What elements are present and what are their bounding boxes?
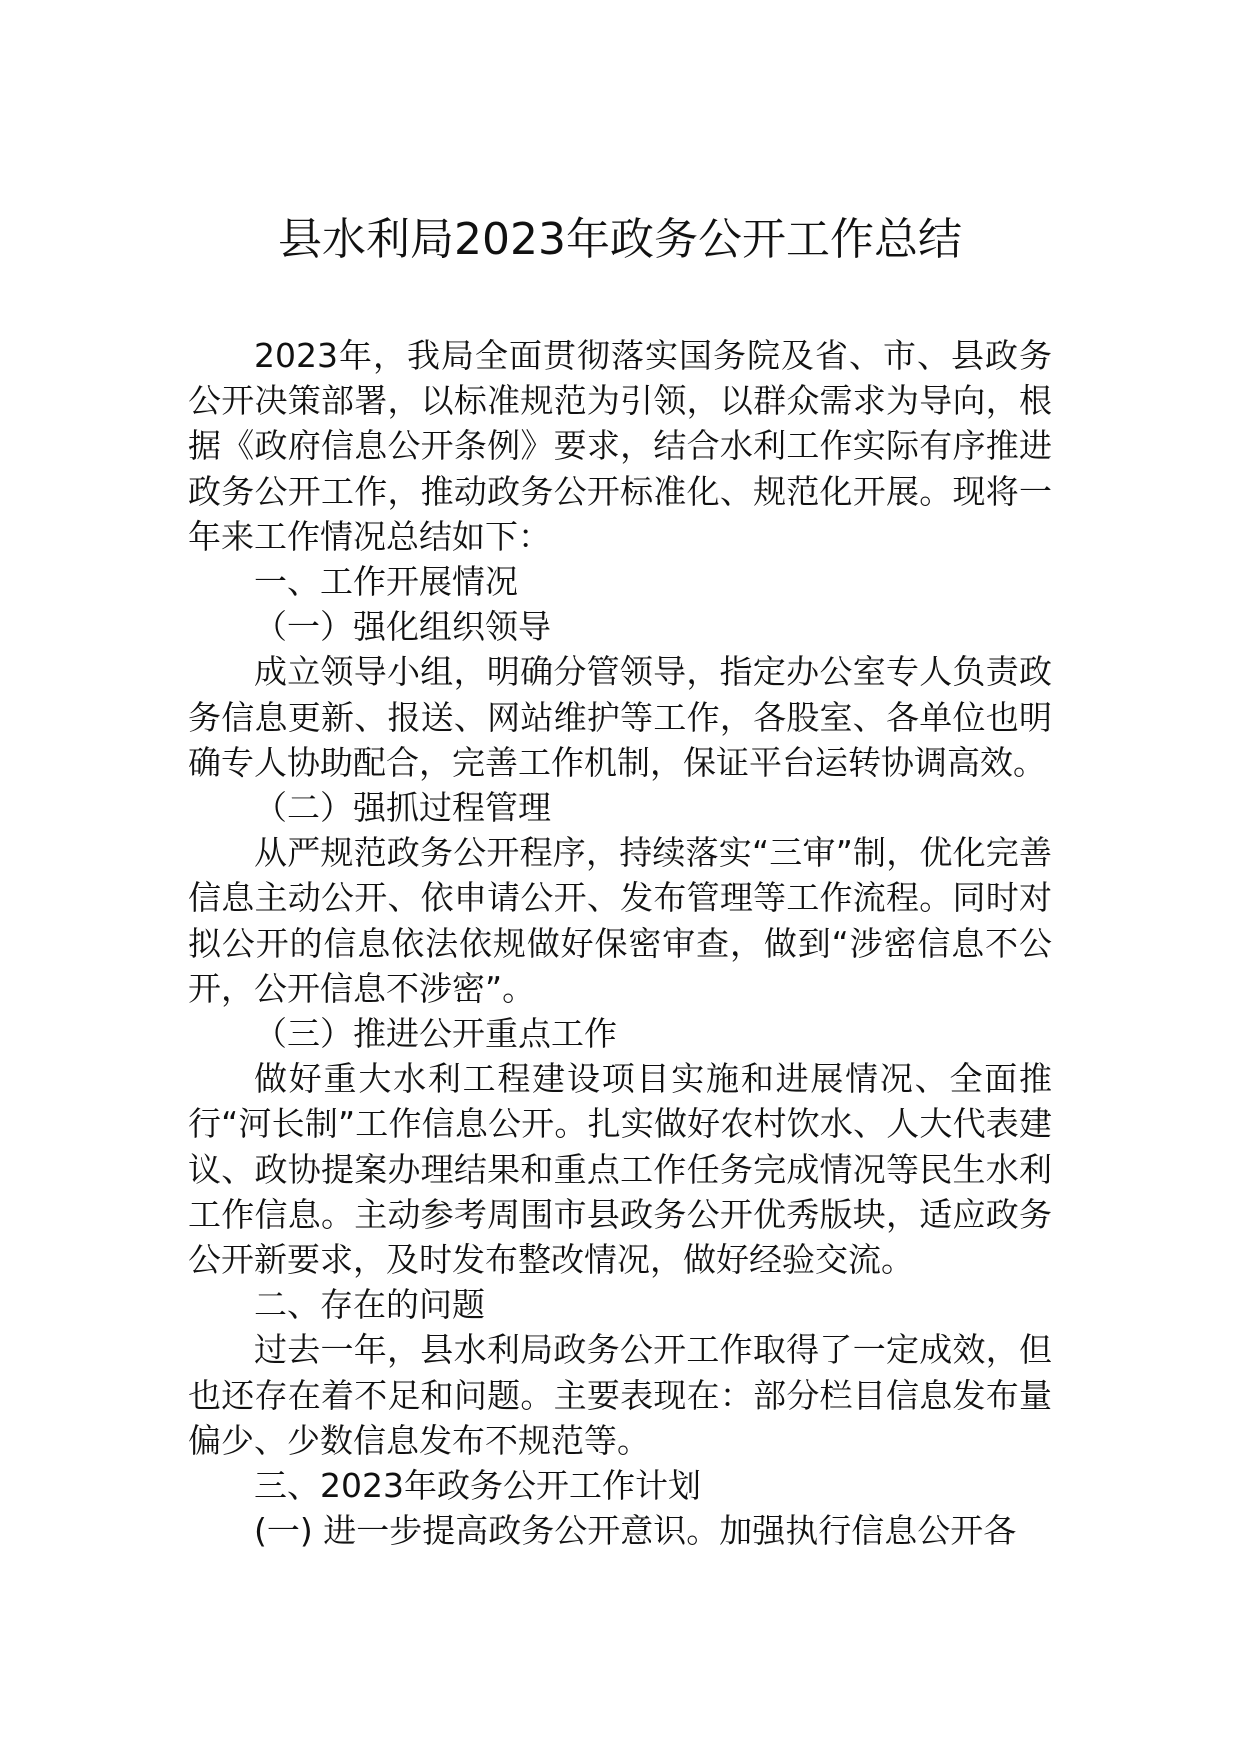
paragraph-organization: 成立领导小组，明确分管领导，指定办公室专人负责政务信息更新、报送、网站维护等工作，各股室、各单位也明确专人协助配合，完善工作机制，保证平台运转协调高效。	[188, 652, 1052, 782]
intro-paragraph: 2023年，我局全面贯彻落实国务院及省、市、县政务公开决策部署，以标准规范为引领，以群众需求为导向，根据《政府信息公开条例》要求，结合水利工作实际有序推进政务公开工作，推动政务公开标准化、规范化开展。现将一年来工作情况总结如下：	[188, 336, 1052, 556]
section-heading-1: 一、工作开展情况	[254, 562, 518, 602]
section-heading-2: 二、存在的问题	[254, 1285, 485, 1325]
paragraph-problems: 过去一年，县水利局政务公开工作取得了一定成效，但也还存在着不足和问题。主要表现在：部分栏目信息发布量偏少、少数信息发布不规范等。	[188, 1330, 1052, 1460]
document-title: 县水利局2023年政务公开工作总结	[278, 214, 962, 265]
subsection-heading-2: （二）强抓过程管理	[254, 788, 551, 828]
paragraph-key-work: 做好重大水利工程建设项目实施和进展情况、全面推行“河长制”工作信息公开。扎实做好农村饮水、人大代表建议、政协提案办理结果和重点工作任务完成情况等民生水利工作信息。主动参考周围市县政务公开优秀版块，适应政务公开新要求，及时发布整改情况，做好经验交流。	[188, 1059, 1052, 1280]
subsection-heading-1: （一）强化组织领导	[254, 607, 551, 647]
subsection-heading-3: （三）推进公开重点工作	[254, 1014, 617, 1054]
paragraph-process: 从严规范政务公开程序，持续落实“三审”制，优化完善信息主动公开、依申请公开、发布管理等工作流程。同时对拟公开的信息依法依规做好保密审查，做到“涉密信息不公开，公开信息不涉密”。	[188, 833, 1052, 1008]
section-heading-3: 三、2023年政务公开工作计划	[254, 1466, 701, 1506]
paragraph-plan-1: (一) 进一步提高政务公开意识。加强执行信息公开各	[254, 1511, 1017, 1551]
document-body	[188, 333, 1052, 1553]
